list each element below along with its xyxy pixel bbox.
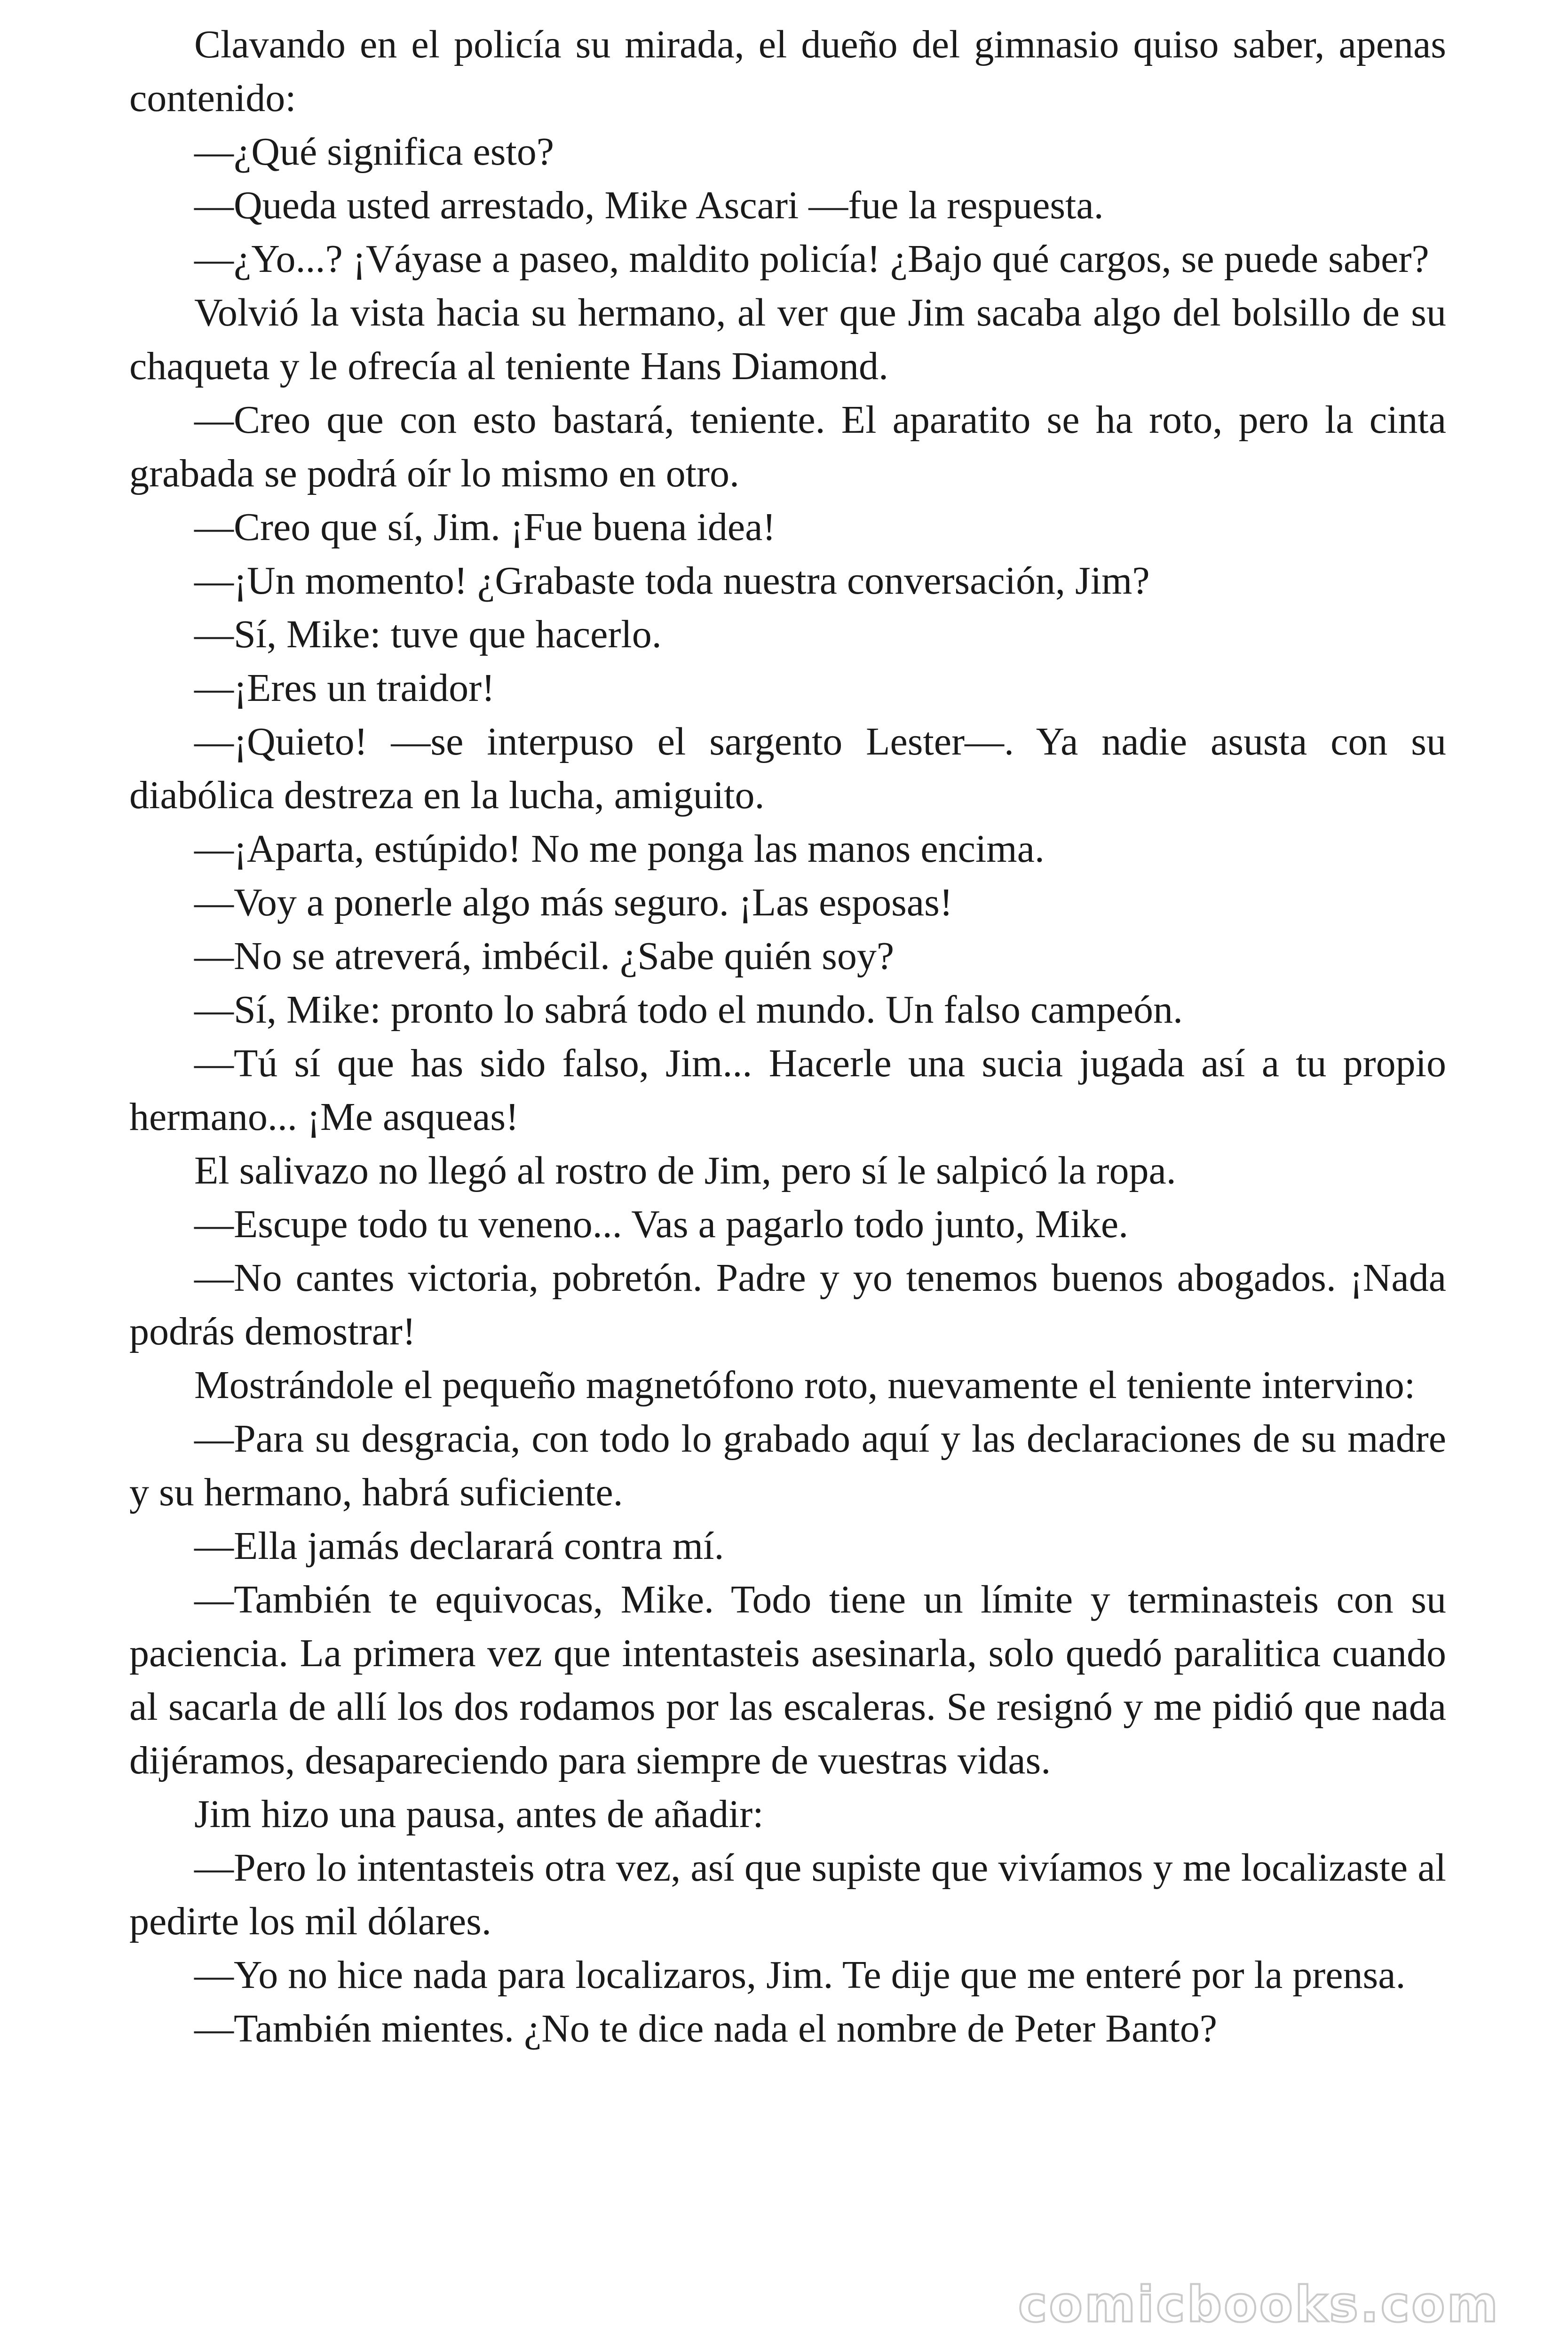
- paragraph: —¡Un momento! ¿Grabaste toda nuestra conversación, Jim?: [194, 559, 1150, 603]
- paragraph: —¿Qué significa esto?: [194, 130, 554, 174]
- paragraph: —Creo que sí, Jim. ¡Fue buena idea!: [194, 505, 776, 549]
- paragraph: —¡Quieto! —se interpuso el sargento Lester—. Ya nadie asusta con su diabólica destreza en la lucha, amiguito.: [129, 720, 1446, 817]
- paragraph: Clavando en el policía su mirada, el dueño del gimnasio quiso saber, apenas contenido:: [129, 23, 1446, 120]
- paragraph: —Ella jamás declarará contra mí.: [194, 1524, 724, 1568]
- paragraph: —Voy a ponerle algo más seguro. ¡Las esposas!: [194, 881, 953, 924]
- paragraph: Jim hizo una pausa, antes de añadir:: [194, 1792, 764, 1836]
- paragraph: —¡Eres un traidor!: [194, 666, 495, 710]
- paragraph: —Creo que con esto bastará, teniente. El aparatito se ha roto, pero la cinta grabada se podrá oír lo mismo en otro.: [129, 398, 1446, 495]
- paragraph: —Queda usted arrestado, Mike Ascari —fue la respuesta.: [194, 183, 1104, 227]
- paragraph: —Pero lo intentasteis otra vez, así que supiste que vivíamos y me localizaste al pedirte los mil dólares.: [129, 1846, 1446, 1943]
- paragraph: —¡Aparta, estúpido! No me ponga las manos encima.: [194, 827, 1045, 871]
- paragraph: —Sí, Mike: pronto lo sabrá todo el mundo. Un falso campeón.: [194, 988, 1183, 1032]
- paragraph: Mostrándole el pequeño magnetófono roto, nuevamente el teniente intervino:: [194, 1363, 1416, 1407]
- paragraph: —Escupe todo tu veneno... Vas a pagarlo todo junto, Mike.: [194, 1202, 1129, 1246]
- paragraph: —Para su desgracia, con todo lo grabado aquí y las declaraciones de su madre y su hermano, habrá suficiente.: [129, 1417, 1446, 1514]
- paragraph: —No cantes victoria, pobretón. Padre y yo tenemos buenos abogados. ¡Nada podrás demostrar!: [129, 1256, 1446, 1353]
- paragraph: —Sí, Mike: tuve que hacerlo.: [194, 612, 662, 656]
- watermark: comicbooks.com: [1018, 2276, 1500, 2333]
- paragraph: —Tú sí que has sido falso, Jim... Hacerle una sucia jugada así a tu propio hermano... ¡Me asqueas!: [129, 1041, 1446, 1139]
- paragraph: —¿Yo...? ¡Váyase a paseo, maldito policía! ¿Bajo qué cargos, se puede saber?: [194, 237, 1429, 281]
- paragraph: Volvió la vista hacia su hermano, al ver que Jim sacaba algo del bolsillo de su chaqueta y le ofrecía al teniente Hans Diamond.: [129, 291, 1446, 388]
- paragraph: El salivazo no llegó al rostro de Jim, pero sí le salpicó la ropa.: [194, 1149, 1176, 1192]
- paragraph: —Yo no hice nada para localizaros, Jim. Te dije que me enteré por la prensa.: [194, 1953, 1406, 1997]
- paragraph: —También mientes. ¿No te dice nada el nombre de Peter Banto?: [194, 2007, 1218, 2050]
- paragraph: —También te equivocas, Mike. Todo tiene un límite y terminasteis con su paciencia. La primera vez que intentasteis asesinarla, solo quedó paralitica cuando al sacarla de allí los dos rodamos por las escaleras. Se resignó y me pidió que nada dijéramos, desapareciendo para siempre de vuestras vidas.: [129, 1578, 1446, 1782]
- paragraph: —No se atreverá, imbécil. ¿Sabe quién soy?: [194, 934, 895, 978]
- book-page: [129, 18, 1446, 2313]
